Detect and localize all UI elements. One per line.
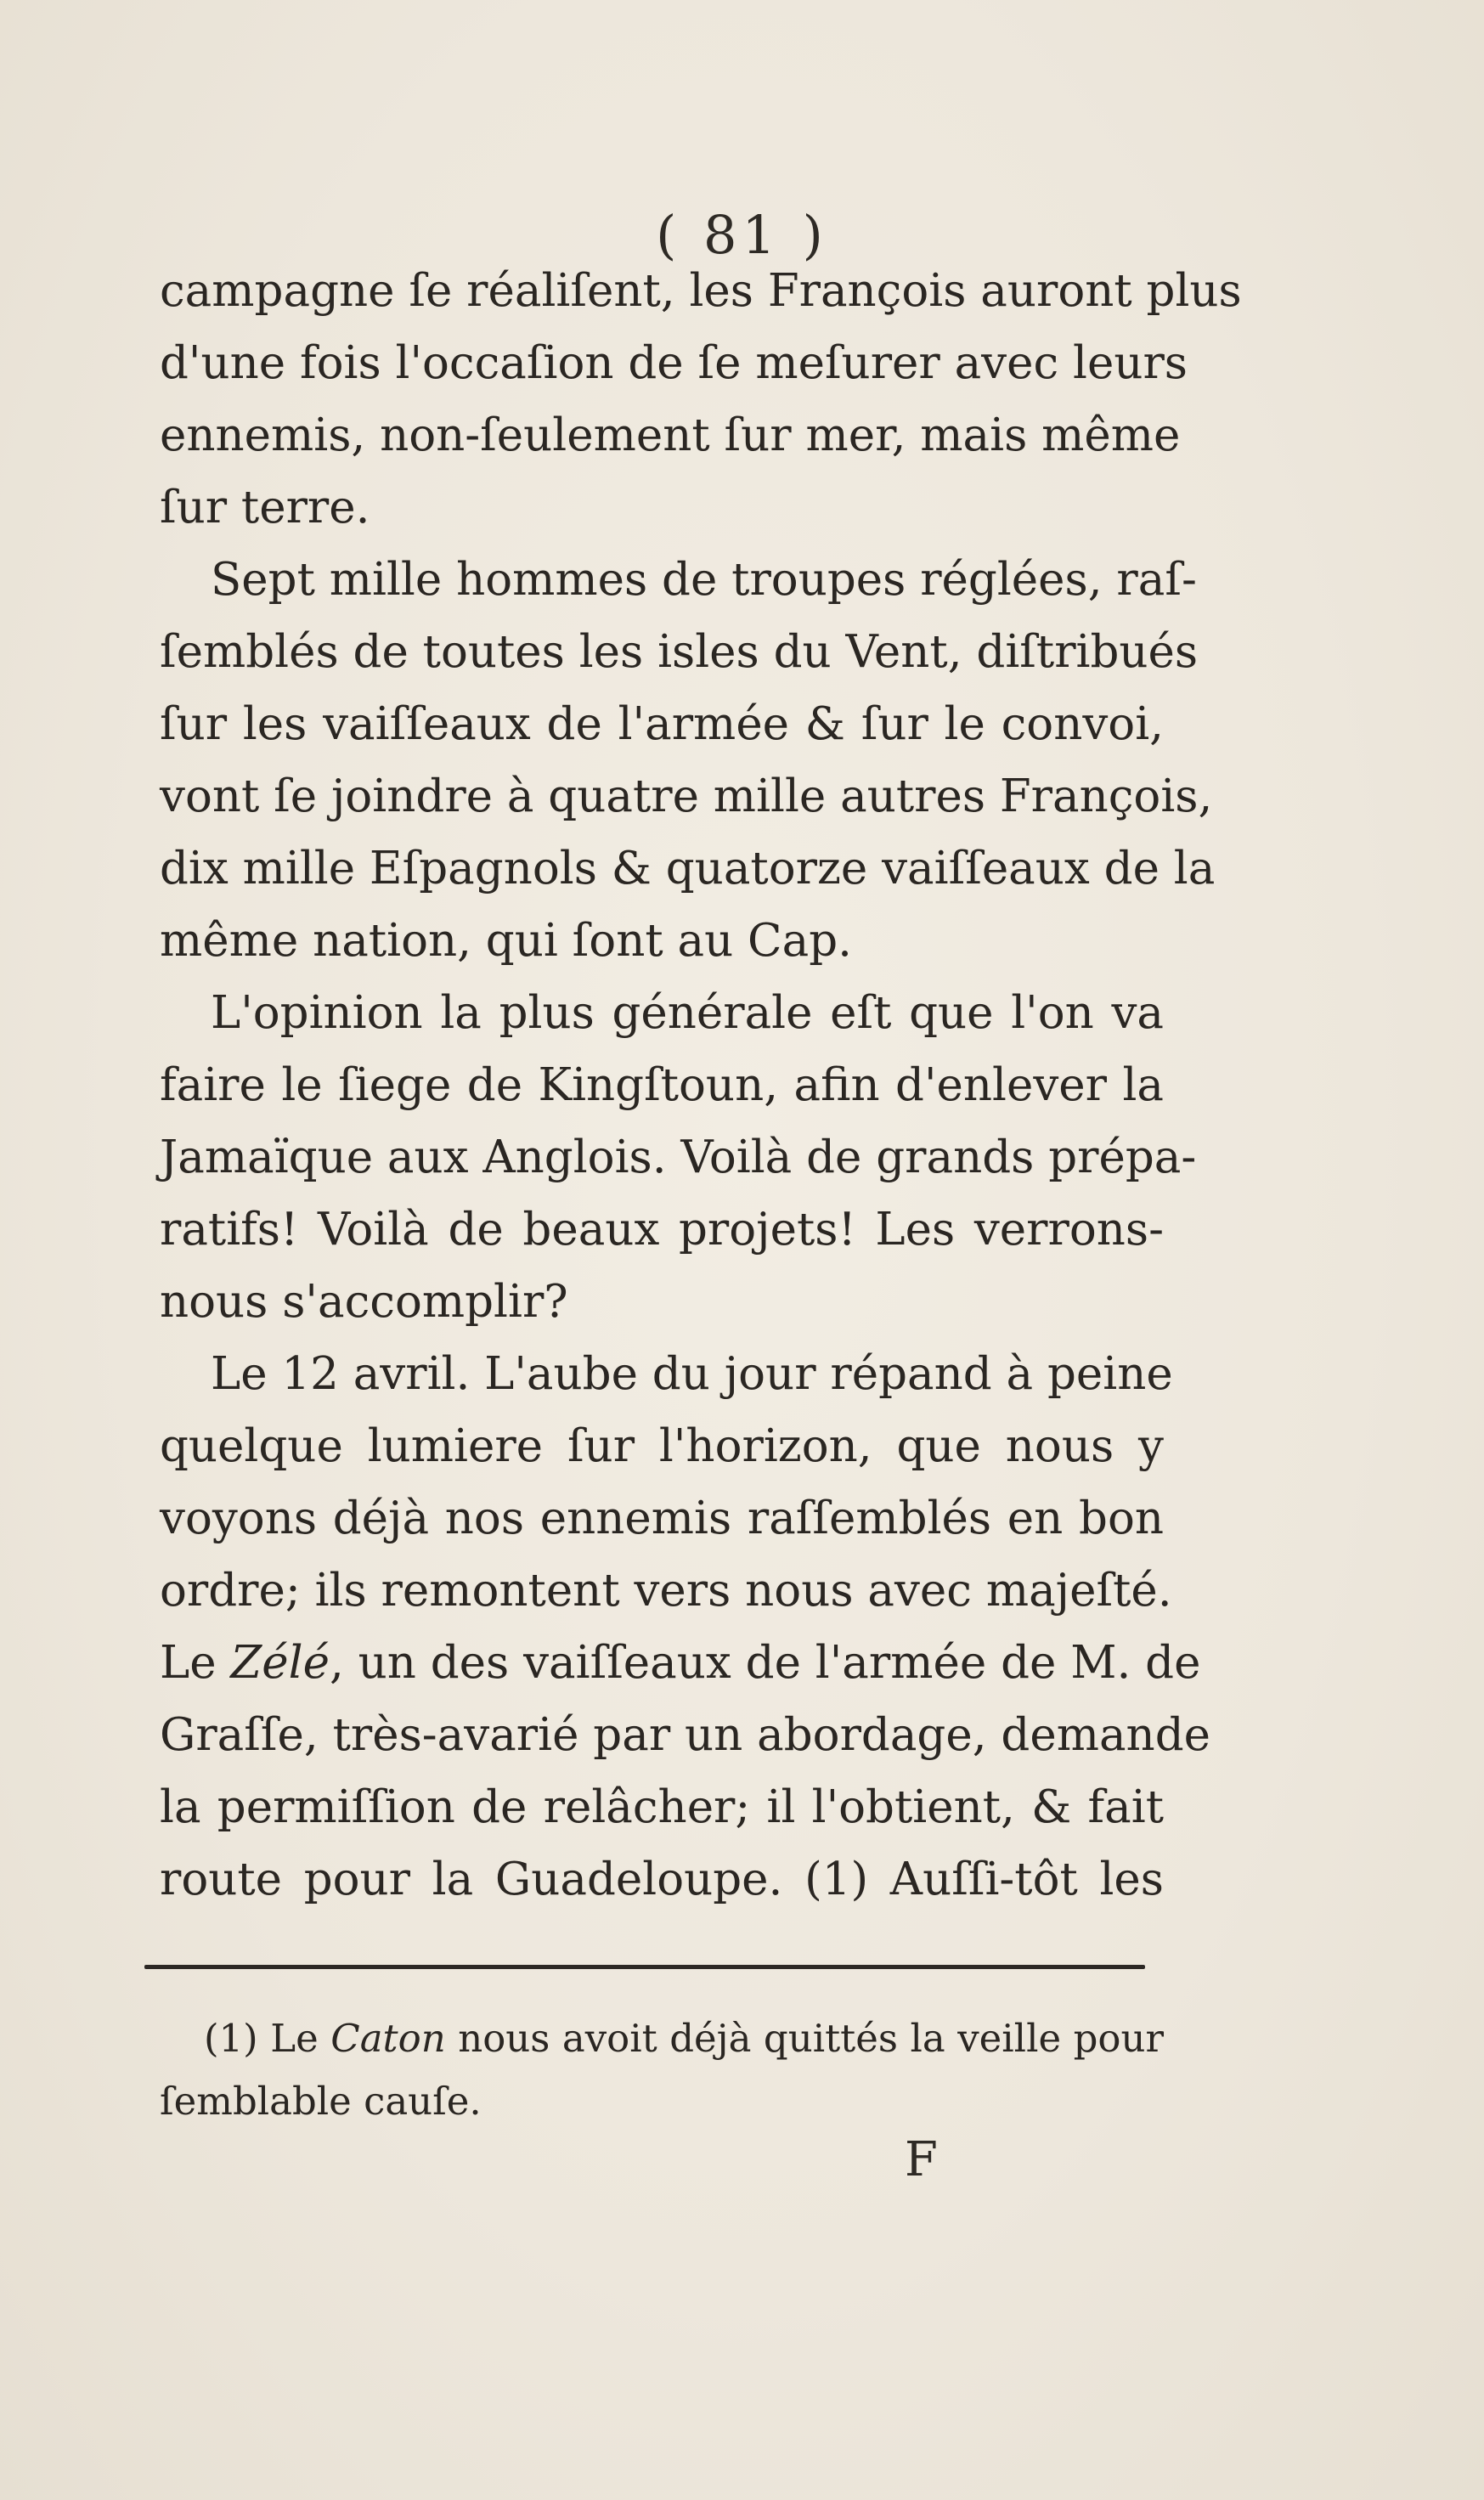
text-line: campagne ſe réaliſent, les François auront plus xyxy=(160,265,1242,317)
text-line: nous s'accomplir? xyxy=(160,1276,568,1328)
footnote-divider xyxy=(144,1965,1145,1969)
footnote-fragment: (1) Le xyxy=(204,2016,331,2061)
text-fragment: , un des vaiſſeaux de l'armée de M. de xyxy=(329,1637,1201,1689)
footnote xyxy=(160,2007,1164,2133)
text-line: Jamaïque aux Anglois. Voilà de grands prépa- xyxy=(160,1131,1197,1183)
text-line: voyons déjà nos ennemis raſſemblés en bon xyxy=(160,1493,1164,1544)
footnote-line xyxy=(204,2007,1164,2070)
page-number-header: ( 81 ) xyxy=(656,204,828,266)
ship-name-zele: Zélé xyxy=(230,1637,330,1689)
text-line: faire le ſiege de Kingſtoun, afin d'enlever la xyxy=(160,1059,1164,1111)
text-line: même nation, qui ſont au Cap. xyxy=(160,915,852,967)
text-line: la permiſſion de relâcher; il l'obtient, & fait xyxy=(160,1781,1164,1833)
text-line: ſur terre. xyxy=(160,482,370,533)
text-line: vont ſe joindre à quatre mille autres François, xyxy=(160,770,1213,822)
text-line: L'opinion la plus générale eſt que l'on va xyxy=(211,987,1164,1039)
text-line: ennemis, non-ſeulement ſur mer, mais même xyxy=(160,409,1181,461)
signature-mark: F xyxy=(905,2132,938,2187)
text-line: ratifs! Voilà de beaux projets! Les verrons- xyxy=(160,1204,1164,1256)
text-line-with-ship-name xyxy=(160,1627,1201,1699)
text-line: Le 12 avril. L'aube du jour répand à peine xyxy=(211,1348,1173,1400)
text-line: quelque lumiere ſur l'horizon, que nous y xyxy=(160,1420,1164,1472)
text-line: ſur les vaiſſeaux de l'armée & ſur le convoi, xyxy=(160,698,1164,750)
text-line: d'une fois l'occaſion de ſe meſurer avec leurs xyxy=(160,337,1188,389)
text-line: route pour la Guadeloupe. (1) Auſſi-tôt les xyxy=(160,1854,1164,1905)
footnote-line: ſemblable cauſe. xyxy=(160,2079,482,2124)
text-line: Sept mille hommes de troupes réglées, raſ- xyxy=(211,554,1197,606)
footnote-fragment: nous avoit déjà quittés la veille pour xyxy=(445,2016,1164,2061)
text-fragment: Le xyxy=(160,1637,231,1689)
text-line: ſemblés de toutes les isles du Vent, diſtribués xyxy=(160,626,1199,678)
text-line: dix mille Eſpagnols & quatorze vaiſſeaux de la xyxy=(160,843,1216,894)
text-line: ordre; ils remontent vers nous avec majeſté. xyxy=(160,1565,1172,1617)
ship-name-caton: Caton xyxy=(330,2016,446,2061)
main-text xyxy=(160,255,1242,1916)
text-line: Graſſe, très-avarié par un abordage, demande xyxy=(160,1709,1210,1761)
